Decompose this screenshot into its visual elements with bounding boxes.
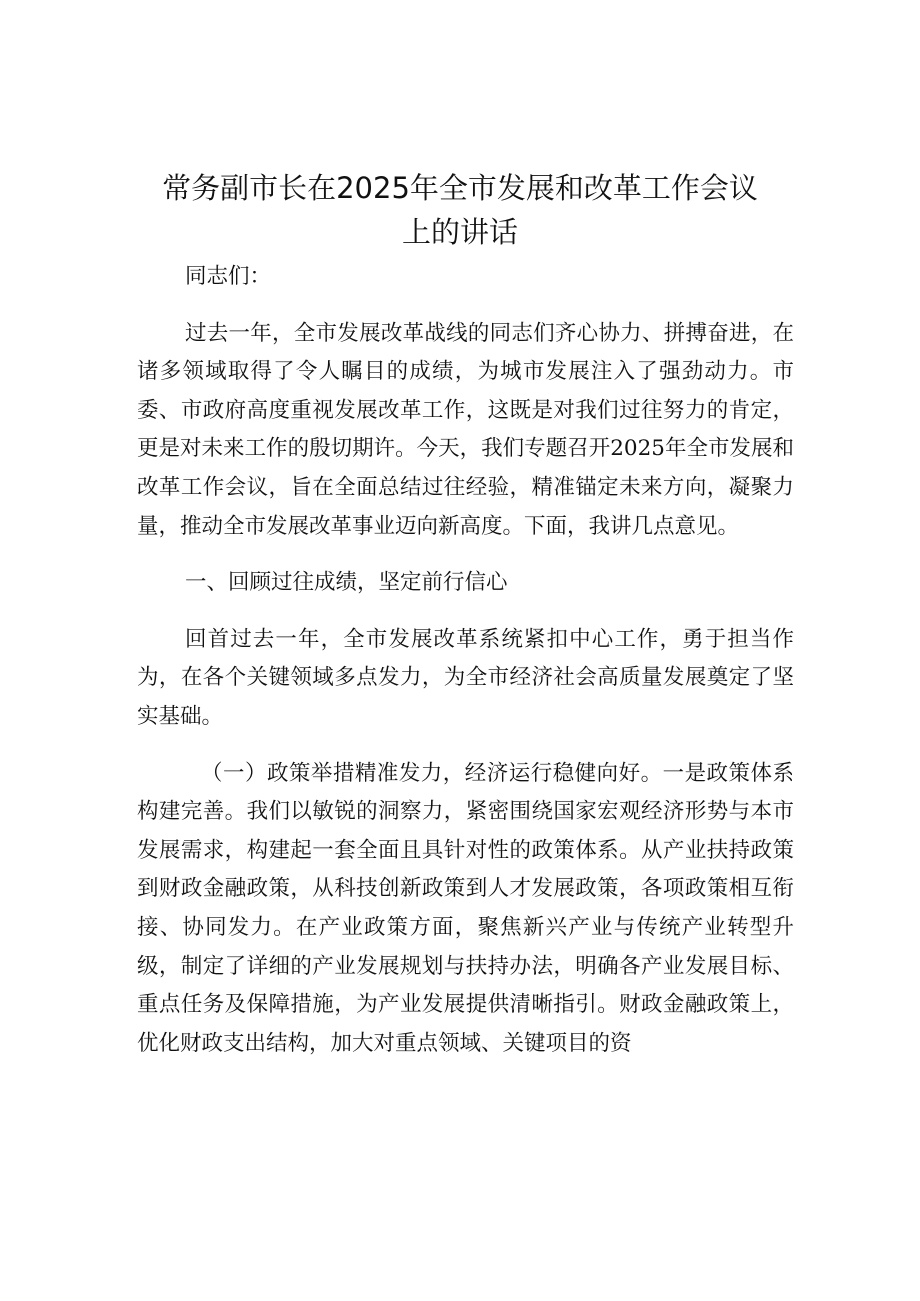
review-paragraph: 回首过去一年，全市发展改革系统紧扣中心工作，勇于担当作为，在各个关键领域多点发力，为全市经济社会高质量发展奠定了坚实基础。: [137, 626, 794, 729]
document-title-line1: 常务副市长在2025年全市发展和改革工作会议: [162, 171, 758, 205]
intro-paragraph: 过去一年，全市发展改革战线的同志们齐心协力、拼搏奋进，在诸多领域取得了令人瞩目的成绩，为城市发展注入了强劲动力。市委、市政府高度重视发展改革工作，这既是对我们过往努力的肯定，更是对未来工作的殷切期许。今天，我们专题召开2025年全市发展和改革工作会议，旨在全面总结过往经验，精准锚定未来方向，凝聚力量，推动全市发展改革事业迈向新高度。下面，我讲几点意见。: [137, 320, 795, 539]
document-body: [137, 258, 794, 1063]
document-title-line2: 上的讲话: [401, 215, 518, 249]
subsection-paragraph-1: （一）政策举措精准发力，经济运行稳健向好。一是政策体系构建完善。我们以敏锐的洞察力，紧密围绕国家宏观经济形势与本市发展需求，构建起一套全面且具针对性的政策体系。从产业扶持政策到财政金融政策，从科技创新政策到人才发展政策，各项政策相互衔接、协同发力。在产业政策方面，聚焦新兴产业与传统产业转型升级，制定了详细的产业发展规划与扶持办法，明确各产业发展目标、重点任务及保障措施，为产业发展提供清晰指引。财政金融政策上，优化财政支出结构，加大对重点领域、关键项目的资: [137, 760, 794, 1056]
section-heading-1: 一、回顾过往成绩，坚定前行信心: [185, 570, 508, 596]
salutation: 同志们：: [185, 264, 272, 289]
